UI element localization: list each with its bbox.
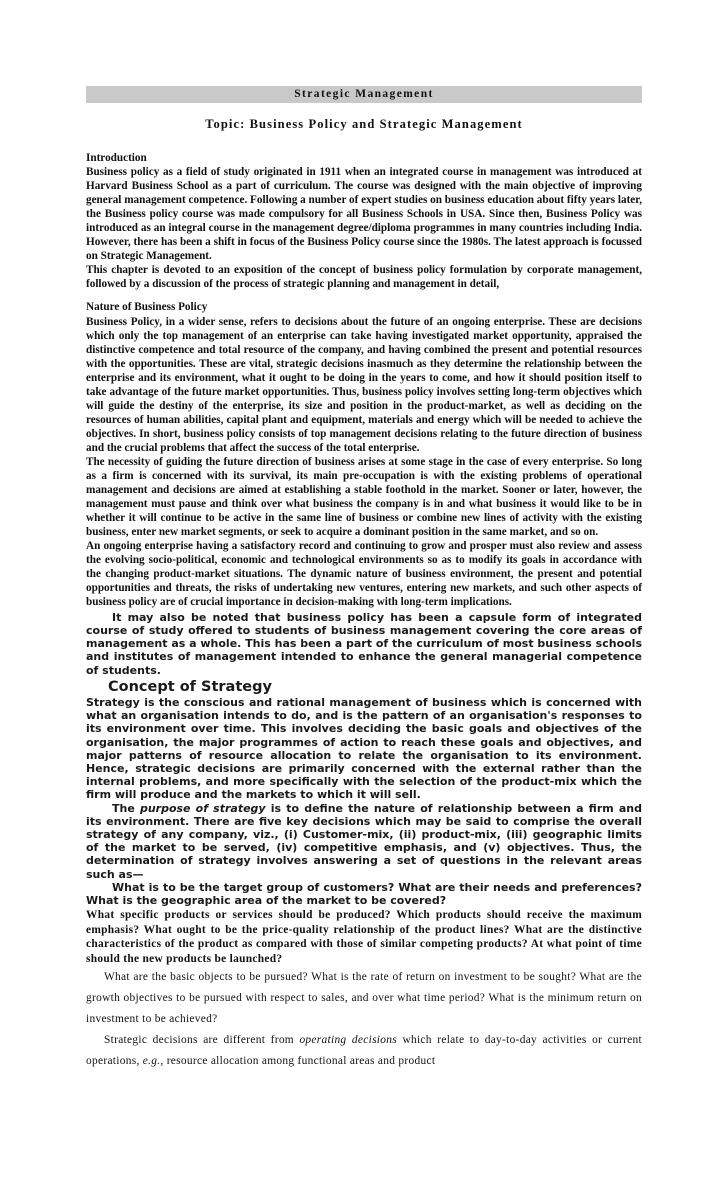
document-page [86, 86, 642, 1072]
closing-paragraph-3-prefix: Strategic decisions are different from [104, 1034, 300, 1047]
closing-paragraph-3-mid: which relate to day-to-day activities or current operations, [86, 1034, 642, 1068]
header-band [86, 86, 642, 103]
introduction-heading: Introduction [86, 152, 147, 164]
header-band-title: Strategic Management [294, 88, 434, 100]
section-gap [86, 291, 642, 301]
scanned-paragraph-3-rest: is to define the nature of relationship between a firm and its environment. There are five key decisions which may be said to comprise the overall strategy of any company, viz., (i) Customer-mix, (ii) product-mix, (iii) geographic limits of the market to be served, (iv) competitive emphasis, and (v) objectives. Thus, the determination of strategy involves answering a set of questions in the relevant areas such as— [86, 801, 642, 881]
concept-of-strategy-heading: Concept of Strategy [108, 678, 272, 695]
topic-title: Topic: Business Policy and Strategic Management [205, 117, 523, 131]
scanned-paragraph-3-prefix: The [112, 801, 140, 815]
scanned-text-block [86, 611, 642, 907]
nature-heading: Nature of Business Policy [86, 301, 208, 314]
introduction-paragraph-2: This chapter is devoted to an exposition of the concept of business policy formulation by corporate management, followed by a discussion of the process of strategic planning and management in detail, [86, 264, 642, 291]
scanned-paragraph-4: What is to be the target group of customers? What are their needs and preferences? What is the geographic area of the market to be covered? [86, 880, 642, 908]
introduction-paragraph-1: Business policy as a field of study originated in 1911 when an integrated course in management was introduced at Harvard Business School as a part of curriculum. The course was designed with the main objective of improving general management competence. Following a number of expert studies on business education about fifty years later, the Business policy course was made compulsory for all Business Schools in USA. Since then, Business Policy was introduced as an integral course in the management degree/diploma programmes in many countries including India. However, there has been a shift in focus of the Business Policy course since the 1980s. The latest approach is focussed on Strategic Management. [86, 166, 642, 263]
closing-paragraph-1: What specific products or services should be produced? Which products should receive the maximum emphasis? What ought to be the price-quality relationship of the product lines? What are the distinctive characteristics of the product as compared with those of similar competing products? At what point of time should the new products be launched? [86, 909, 642, 965]
scanned-paragraph-2: Strategy is the conscious and rational management of business which is concerned with what an organisation intends to do, and is the pattern of an organisation's responses to its environment over time. This involves deciding the basic goals and objectives of the organisation, the major programmes of action to reach these goals and objectives, and major patterns of resource allocation to relate the organisation to its environment. Hence, strategic decisions are primarily concerned with the external rather than the internal problems, and more specifically with the selection of the product-mix which the firm will produce and the markets to which it will sell. [86, 696, 642, 802]
purpose-of-strategy-emphasis: purpose of strategy [139, 801, 266, 815]
scanned-paragraph-1: It may also be noted that business policy has been a capsule form of integrated course of study offered to students of business management covering the core areas of management as a whole. This has been a part of the curriculum of most business schools and institutes of management intended to enhance the general managerial competence of students. [86, 610, 642, 677]
nature-paragraph-3: An ongoing enterprise having a satisfactory record and continuing to grow and prosper must also review and assess the evolving socio-political, economic and technological environments so as to modify its goals in accordance with the changing product-market situations. The dynamic nature of business environment, the present and potential opportunities and threats, the risks of undertaking new ventures, entering new markets, and such other aspects of business policy are of crucial importance in decision-making with long-term implications. [86, 539, 642, 608]
scanned-paragraph-3 [86, 802, 642, 881]
closing-paragraph-3 [86, 1030, 642, 1072]
nature-paragraph-2: The necessity of guiding the future direction of business arises at some stage in the case of every enterprise. So long as a firm is concerned with its survival, its main pre-occupation is with the existing problems of operational management and decisions are aimed at establishing a stable foothold in the market. Sooner or later, however, the management must pause and think over what business the company is in and what business it would like to be in whether it will continue to be active in the same line of business or combine new lines of activity with the existing business, enter new market segments, or seek to acquire a dominant position in the same market, and so on. [86, 455, 642, 538]
closing-paragraph-2: What are the basic objects to be pursued? What is the rate of return on investment to be sought? What are the growth objectives to be pursued with respect to sales, and over what time period? What is the minimum return on investment to be achieved? [86, 971, 642, 1026]
closing-paragraph-3-rest: resource allocation among functional areas and product [163, 1055, 436, 1068]
operating-decisions-emphasis: operating decisions [299, 1034, 397, 1047]
closing-text-block [86, 908, 642, 1072]
nature-paragraph-1: Business Policy, in a wider sense, refers to decisions about the future of an ongoing enterprise. These are decisions which only the top management of an enterprise can take having investigated market opportunity, appraised the distinctive competence and total resource of the company, and having combined the present and potential resources with the opportunities. These are vital, strategic decisions inasmuch as they determine the relationship between the enterprise and its environment, what it ought to be doing in the years to come, and how it should position itself to take advantage of the future market opportunities. Thus, business policy involves setting long-term objectives which will guide the destiny of the enterprise, its size and position in the product-market, as well as deciding on the resources of human abilities, capital plant and equipment, materials and energy which will be needed to achieve the objectives. In short, business policy consists of top management decisions relating to the future direction of business and the crucial problems that affect the success of the total enterprise. [86, 315, 642, 454]
eg-emphasis: e.g., [142, 1055, 164, 1068]
